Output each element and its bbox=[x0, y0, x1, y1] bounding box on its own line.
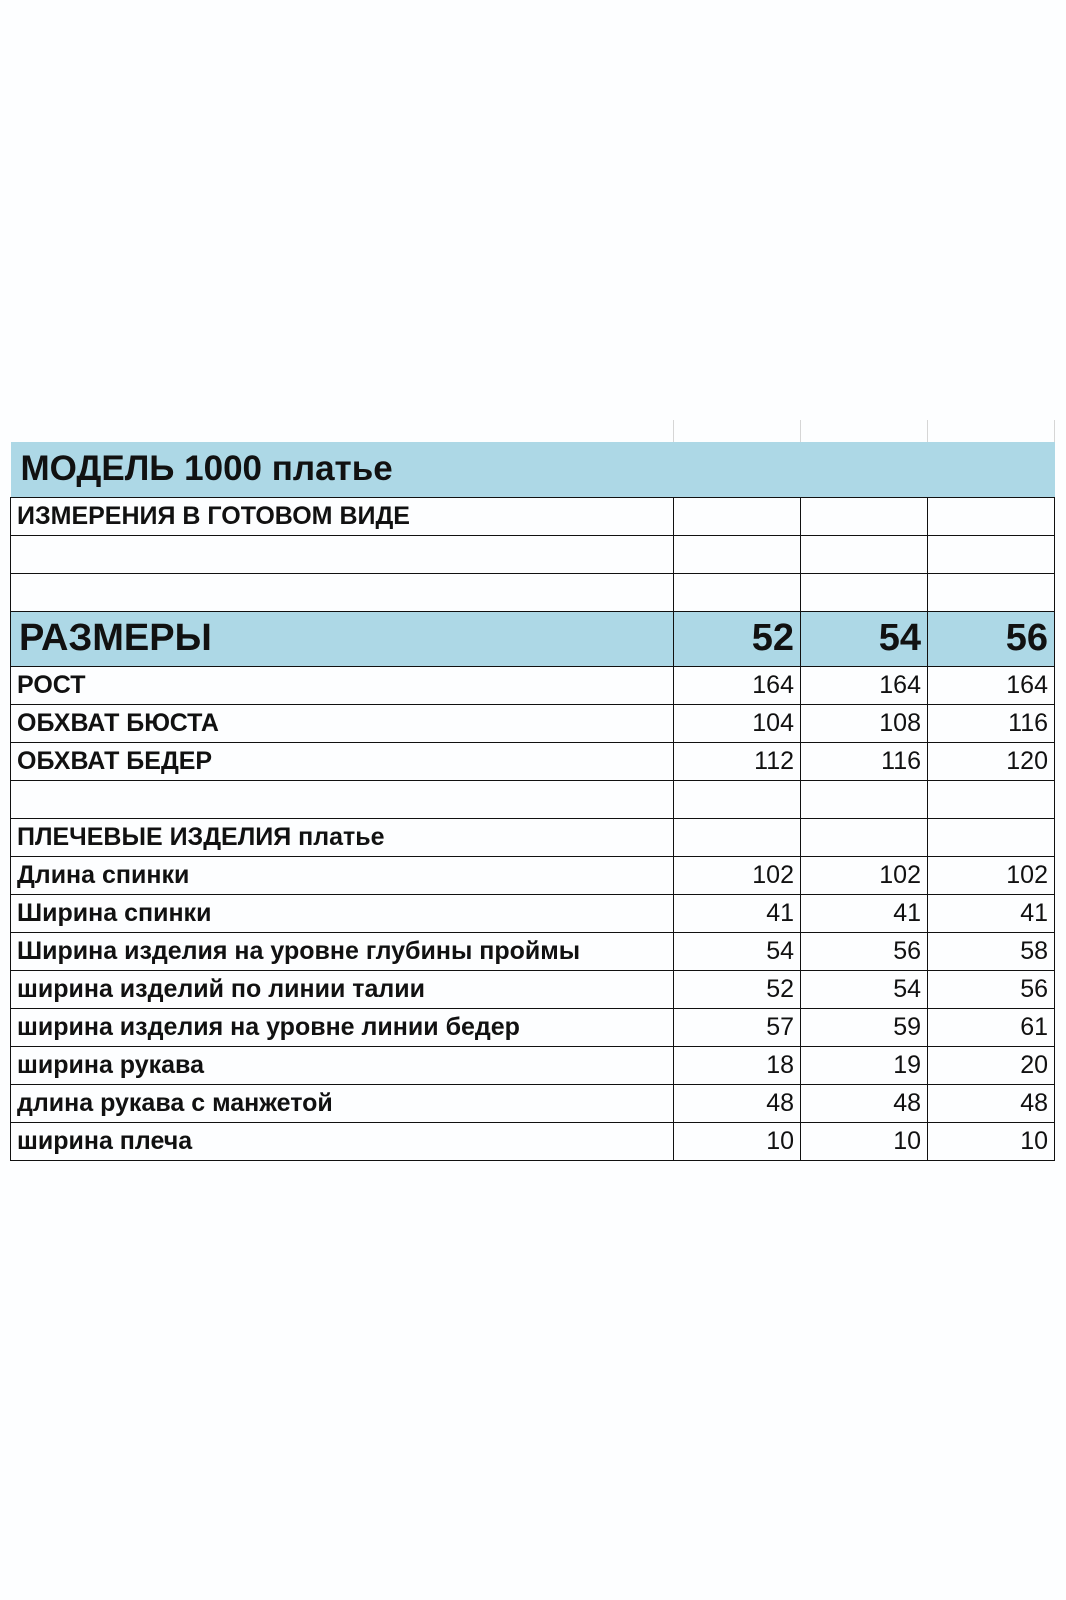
subtitle: ИЗМЕРЕНИЯ В ГОТОВОМ ВИДЕ bbox=[11, 497, 674, 535]
empty-cell bbox=[674, 497, 801, 535]
row-value: 10 bbox=[801, 1122, 928, 1160]
section-label: ПЛЕЧЕВЫЕ ИЗДЕЛИЯ платье bbox=[11, 818, 674, 856]
size-52: 52 bbox=[674, 611, 801, 666]
blank-row bbox=[11, 535, 1055, 573]
row-value: 48 bbox=[674, 1084, 801, 1122]
row-value: 18 bbox=[674, 1046, 801, 1084]
empty-cell bbox=[674, 818, 801, 856]
size-54: 54 bbox=[801, 611, 928, 666]
empty-cell bbox=[801, 780, 928, 818]
row-label: Ширина изделия на уровне глубины проймы bbox=[11, 932, 674, 970]
row-value: 104 bbox=[674, 704, 801, 742]
empty-cell bbox=[801, 573, 928, 611]
row-value: 58 bbox=[928, 932, 1055, 970]
row-value: 52 bbox=[674, 970, 801, 1008]
gridline bbox=[673, 420, 674, 442]
row-value: 102 bbox=[801, 856, 928, 894]
row-label: ширина рукава bbox=[11, 1046, 674, 1084]
row-value: 116 bbox=[928, 704, 1055, 742]
row-value: 41 bbox=[928, 894, 1055, 932]
empty-cell bbox=[928, 573, 1055, 611]
row-value: 57 bbox=[674, 1008, 801, 1046]
empty-cell bbox=[674, 780, 801, 818]
empty-cell bbox=[801, 535, 928, 573]
row-label: ОБХВАТ БЮСТА bbox=[11, 704, 674, 742]
row-value: 108 bbox=[801, 704, 928, 742]
table-row bbox=[11, 1122, 1055, 1160]
row-value: 54 bbox=[674, 932, 801, 970]
row-value: 59 bbox=[801, 1008, 928, 1046]
row-value: 10 bbox=[674, 1122, 801, 1160]
size-chart-sheet bbox=[10, 420, 1055, 1180]
row-label: ширина плеча bbox=[11, 1122, 674, 1160]
subtitle-row bbox=[11, 497, 1055, 535]
table-row bbox=[11, 894, 1055, 932]
row-label: ширина изделия на уровне линии бедер bbox=[11, 1008, 674, 1046]
row-value: 164 bbox=[674, 666, 801, 704]
empty-cell bbox=[928, 535, 1055, 573]
section-row bbox=[11, 818, 1055, 856]
page-title: МОДЕЛЬ 1000 платье bbox=[11, 442, 1055, 497]
row-value: 41 bbox=[674, 894, 801, 932]
row-value: 102 bbox=[674, 856, 801, 894]
table-row bbox=[11, 1008, 1055, 1046]
sizes-header-row bbox=[11, 611, 1055, 666]
row-value: 56 bbox=[801, 932, 928, 970]
row-value: 10 bbox=[928, 1122, 1055, 1160]
table-row bbox=[11, 666, 1055, 704]
empty-cell bbox=[928, 497, 1055, 535]
row-value: 164 bbox=[801, 666, 928, 704]
table-row bbox=[11, 1046, 1055, 1084]
empty-cell bbox=[928, 780, 1055, 818]
row-value: 56 bbox=[928, 970, 1055, 1008]
row-label: ОБХВАТ БЕДЕР bbox=[11, 742, 674, 780]
row-value: 112 bbox=[674, 742, 801, 780]
blank-row bbox=[11, 573, 1055, 611]
empty-cell bbox=[11, 780, 674, 818]
row-label: Длина спинки bbox=[11, 856, 674, 894]
row-value: 48 bbox=[801, 1084, 928, 1122]
row-value: 20 bbox=[928, 1046, 1055, 1084]
row-value: 19 bbox=[801, 1046, 928, 1084]
row-label: длина рукава с манжетой bbox=[11, 1084, 674, 1122]
row-value: 61 bbox=[928, 1008, 1055, 1046]
row-value: 116 bbox=[801, 742, 928, 780]
row-value: 164 bbox=[928, 666, 1055, 704]
row-value: 48 bbox=[928, 1084, 1055, 1122]
gridline bbox=[800, 420, 801, 442]
row-label: Ширина спинки bbox=[11, 894, 674, 932]
row-label: РОСТ bbox=[11, 666, 674, 704]
table-row bbox=[11, 1084, 1055, 1122]
gridline bbox=[1054, 420, 1055, 442]
row-value: 41 bbox=[801, 894, 928, 932]
empty-cell bbox=[674, 573, 801, 611]
empty-cell bbox=[801, 497, 928, 535]
table-row bbox=[11, 704, 1055, 742]
row-value: 120 bbox=[928, 742, 1055, 780]
table-row bbox=[11, 970, 1055, 1008]
row-label: ширина изделий по линии талии bbox=[11, 970, 674, 1008]
size-chart-table bbox=[10, 442, 1055, 1161]
sizes-header-label: РАЗМЕРЫ bbox=[11, 611, 674, 666]
blank-row bbox=[11, 780, 1055, 818]
empty-cell bbox=[801, 818, 928, 856]
row-value: 102 bbox=[928, 856, 1055, 894]
table-row bbox=[11, 742, 1055, 780]
size-56: 56 bbox=[928, 611, 1055, 666]
empty-cell bbox=[11, 535, 674, 573]
gridline bbox=[927, 420, 928, 442]
table-row bbox=[11, 856, 1055, 894]
title-row bbox=[11, 442, 1055, 497]
empty-cell bbox=[11, 573, 674, 611]
row-value: 54 bbox=[801, 970, 928, 1008]
empty-cell bbox=[674, 535, 801, 573]
table-row bbox=[11, 932, 1055, 970]
empty-cell bbox=[928, 818, 1055, 856]
